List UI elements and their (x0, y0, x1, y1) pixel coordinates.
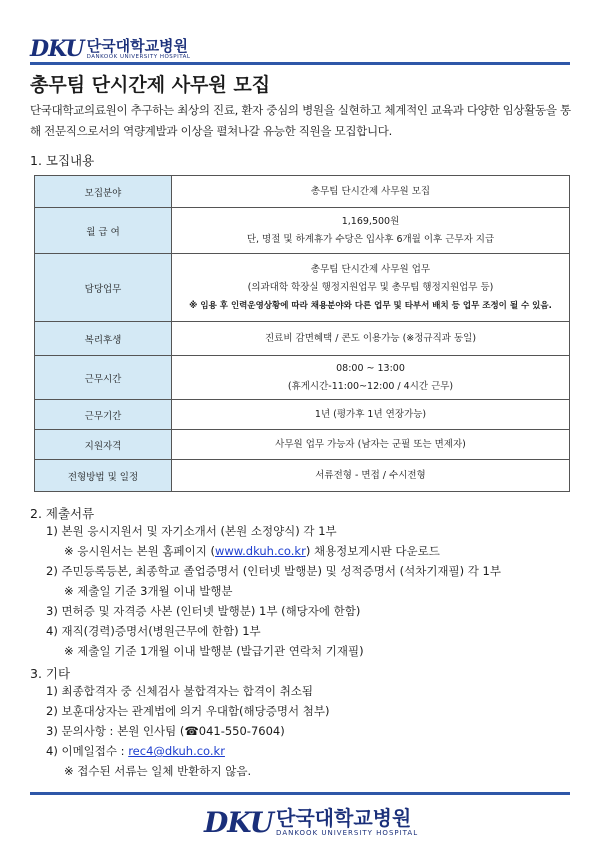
row-label: 월 급 여 (35, 208, 172, 254)
recruitment-table (34, 175, 570, 492)
row-value: 총무팀 단시간제 사무원 업무 (310, 263, 431, 275)
table-row (35, 400, 570, 430)
list-item-note: ※ 제출일 기준 3개월 이내 발행분 (64, 584, 233, 598)
row-label: 복리후생 (35, 322, 172, 356)
row-value: 총무팀 단시간제 사무원 모집 (310, 185, 431, 197)
table-row (35, 208, 570, 254)
homepage-link[interactable]: www.dkuh.co.kr (214, 544, 306, 558)
logo-korean-name: 단국대학교병원 (86, 36, 189, 55)
row-value: 08:00 ~ 13:00 (336, 362, 405, 374)
table-row (35, 254, 570, 322)
table-row (35, 176, 570, 208)
etc-list (46, 681, 329, 781)
top-divider (30, 62, 570, 65)
list-item: 4) 이메일접수 : rec4@dkuh.co.kr (46, 744, 225, 758)
section-heading-etc: 3. 기타 (30, 666, 71, 681)
logo-korean-name: 단국대학교병원 (276, 806, 412, 830)
list-item: 1) 최종합격자 중 신체검사 불합격자는 합격이 취소됨 (46, 684, 314, 698)
row-value: 사무원 업무 가능자 (남자는 군필 또는 면제자) (275, 438, 466, 450)
section-heading-recruitment: 1. 모집내용 (30, 153, 95, 168)
row-note: ※ 임용 후 인력운영상황에 따라 채용분야와 다른 업무 및 타부서 배치 등 업무 조정이 될 수 있음. (189, 300, 552, 311)
logo-mark: DKU (30, 36, 84, 62)
row-value: 1,169,500원 (341, 215, 400, 227)
row-value: 1년 (평가후 1년 연장가능) (314, 408, 427, 420)
bottom-divider (30, 792, 570, 795)
table-row (35, 460, 570, 492)
row-value: 서류전형 - 면접 / 수시전형 (315, 469, 426, 481)
row-value: (의과대학 학장실 행정지원업무 및 총무팀 행정지원업무 등) (247, 281, 494, 293)
hospital-logo (30, 36, 191, 62)
documents-list (46, 521, 501, 661)
table-row (35, 430, 570, 460)
logo-mark: DKU (204, 806, 274, 839)
page-title: 총무팀 단시간제 사무원 모집 (30, 74, 271, 96)
logo-english-name: DANKOOK UNIVERSITY HOSPITAL (86, 53, 191, 60)
list-item: 3) 면허증 및 자격증 사본 (인터넷 발행분) 1부 (해당자에 한함) (46, 604, 361, 618)
list-item: 2) 주민등록등본, 최종학교 졸업증명서 (인터넷 발행분) 및 성적증명서 (석차기재필) 각 1부 (46, 564, 501, 578)
row-value: 단, 명절 및 하계휴가 수당은 입사후 6개월 이후 근무자 지급 (246, 233, 495, 245)
row-label: 모집분야 (35, 176, 172, 208)
section-heading-documents: 2. 제출서류 (30, 506, 95, 521)
list-item: 1) 본원 응시지원서 및 자기소개서 (본원 소정양식) 각 1부 (46, 524, 337, 538)
table-row (35, 322, 570, 356)
list-item: 3) 문의사항 : 본원 인사팀 (☎041-550-7604) (46, 724, 285, 738)
intro-text: 단국대학교의료원이 추구하는 최상의 진료, 환자 중심의 병원을 실현하고 체계적인 교육과 다양한 임상활동을 통해 전문직으로서의 역량계발과 이상을 펼쳐나갈 유능한 직원을 모집합니다. (30, 103, 571, 138)
list-item: 4) 재직(경력)증명서(병원근무에 한함) 1부 (46, 624, 261, 638)
list-item: 2) 보훈대상자는 관계법에 의거 우대함(해당증명서 첨부) (46, 704, 330, 718)
list-item-note: ※ 접수된 서류는 일체 반환하지 않음. (64, 764, 252, 778)
hospital-logo-footer (204, 806, 418, 839)
row-label: 전형방법 및 일정 (35, 460, 172, 492)
row-label: 지원자격 (35, 430, 172, 460)
row-label: 근무기간 (35, 400, 172, 430)
row-label: 담당업무 (35, 254, 172, 322)
table-row (35, 356, 570, 400)
email-link[interactable]: rec4@dkuh.co.kr (128, 744, 225, 758)
row-label: 근무시간 (35, 356, 172, 400)
logo-english-name: DANKOOK UNIVERSITY HOSPITAL (276, 829, 419, 837)
row-value: 진료비 감면혜택 / 콘도 이용가능 (※정규직과 동일) (264, 332, 477, 344)
list-item-note: ※ 응시원서는 본원 홈페이지 (www.dkuh.co.kr) 채용정보게시판 다운로드 (64, 544, 440, 558)
list-item-note: ※ 제출일 기준 1개월 이내 발행분 (발급기관 연락처 기재필) (64, 644, 364, 658)
row-value: (휴게시간-11:00~12:00 / 4시간 근무) (287, 380, 454, 392)
